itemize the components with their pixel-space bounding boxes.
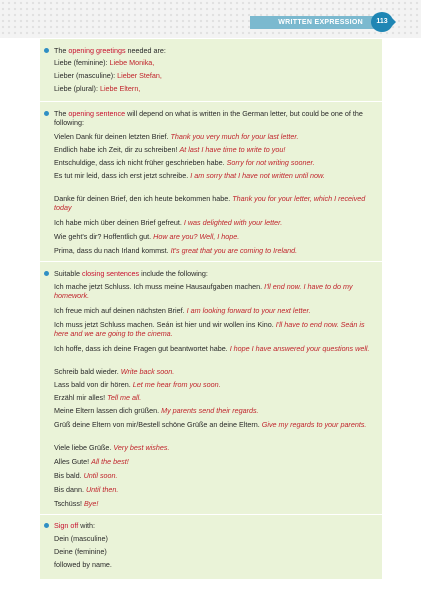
list-item: Endlich habe ich Zeit, dir zu schreiben! At last I have time to write to you! <box>54 145 286 154</box>
list-item: Vielen Dank für deinen letzten Brief. Thank you very much for your last letter. <box>54 132 299 141</box>
section-header <box>250 16 375 29</box>
list-item: Es tut mir leid, dass ich erst jetzt schreibe. I am sorry that I have not written until now. <box>54 171 325 180</box>
bullet-icon <box>44 271 49 276</box>
list-item: Danke für deinen Brief, den ich heute bekommen habe. Thank you for your letter, which I received today <box>54 194 366 212</box>
section-title: WRITTEN EXPRESSION <box>278 19 363 26</box>
list-item: Grüß deine Eltern von mir/Bestell schöne Grüße an deine Eltern. Give my regards to your parents. <box>54 420 367 429</box>
opening-greetings-intro: The opening greetings needed are: <box>54 46 166 55</box>
bullet-icon <box>44 48 49 53</box>
list-item: Entschuldige, dass ich nicht früher geschrieben habe. Sorry for not writing sooner. <box>54 158 315 167</box>
list-item: Ich muss jetzt Schluss machen. Seán ist hier und wir wollen ins Kino. I'll have to end now. Seán is here and we are going to the cinema. <box>54 320 365 338</box>
list-item: Viele liebe Grüße. Very best wishes. <box>54 443 170 452</box>
opening-sentence-intro: The opening sentence will depend on what is written in the German letter, but could be one of the following: <box>54 109 363 127</box>
list-item: Ich habe mich über deinen Brief gefreut. I was delighted with your letter. <box>54 218 283 227</box>
content-panel <box>40 39 382 579</box>
list-item: followed by name. <box>54 560 112 569</box>
list-item: Tschüss! Bye! <box>54 499 99 508</box>
list-item: Schreib bald wieder. Write back soon. <box>54 367 175 376</box>
list-item: Liebe (plural): Liebe Eltern, <box>54 84 141 93</box>
list-item: Alles Gute! All the best! <box>54 457 129 466</box>
page-number-badge <box>371 12 393 32</box>
list-item: Bis bald. Until soon. <box>54 471 118 480</box>
bullet-icon <box>44 523 49 528</box>
divider <box>40 261 382 262</box>
list-item: Ich freue mich auf deinen nächsten Brief. I am looking forward to your next letter. <box>54 306 311 315</box>
list-item: Liebe (feminine): Liebe Monika, <box>54 58 155 67</box>
sign-off-intro: Sign off with: <box>54 521 96 530</box>
bullet-icon <box>44 111 49 116</box>
list-item: Dein (masculine) <box>54 534 108 543</box>
list-item: Ich hoffe, dass ich deine Fragen gut beantwortet habe. I hope I have answered your questions well. <box>54 344 370 353</box>
list-item: Bis dann. Until then. <box>54 485 119 494</box>
list-item: Deine (feminine) <box>54 547 107 556</box>
list-item: Meine Eltern lassen dich grüßen. My parents send their regards. <box>54 406 259 415</box>
list-item: Ich mache jetzt Schluss. Ich muss meine Hausaufgaben machen. I'll end now. I have to do my homework. <box>54 282 353 300</box>
keyword: Sign off <box>54 521 79 530</box>
keyword: opening greetings <box>68 46 126 55</box>
divider <box>40 101 382 102</box>
page-number: 113 <box>376 18 388 25</box>
list-item: Lass bald von dir hören. Let me hear from you soon. <box>54 380 221 389</box>
divider <box>40 514 382 515</box>
list-item: Erzähl mir alles! Tell me all. <box>54 393 142 402</box>
list-item: Lieber (masculine): Lieber Stefan, <box>54 71 162 80</box>
list-item: Wie geht's dir? Hoffentlich gut. How are you? Well, I hope. <box>54 232 240 241</box>
list-item: Prima, dass du nach Irland kommst. It's great that you are coming to Ireland. <box>54 246 298 255</box>
keyword: opening sentence <box>68 109 126 118</box>
closing-sentences-intro: Suitable closing sentences include the following: <box>54 269 208 278</box>
keyword: closing sentences <box>81 269 140 278</box>
